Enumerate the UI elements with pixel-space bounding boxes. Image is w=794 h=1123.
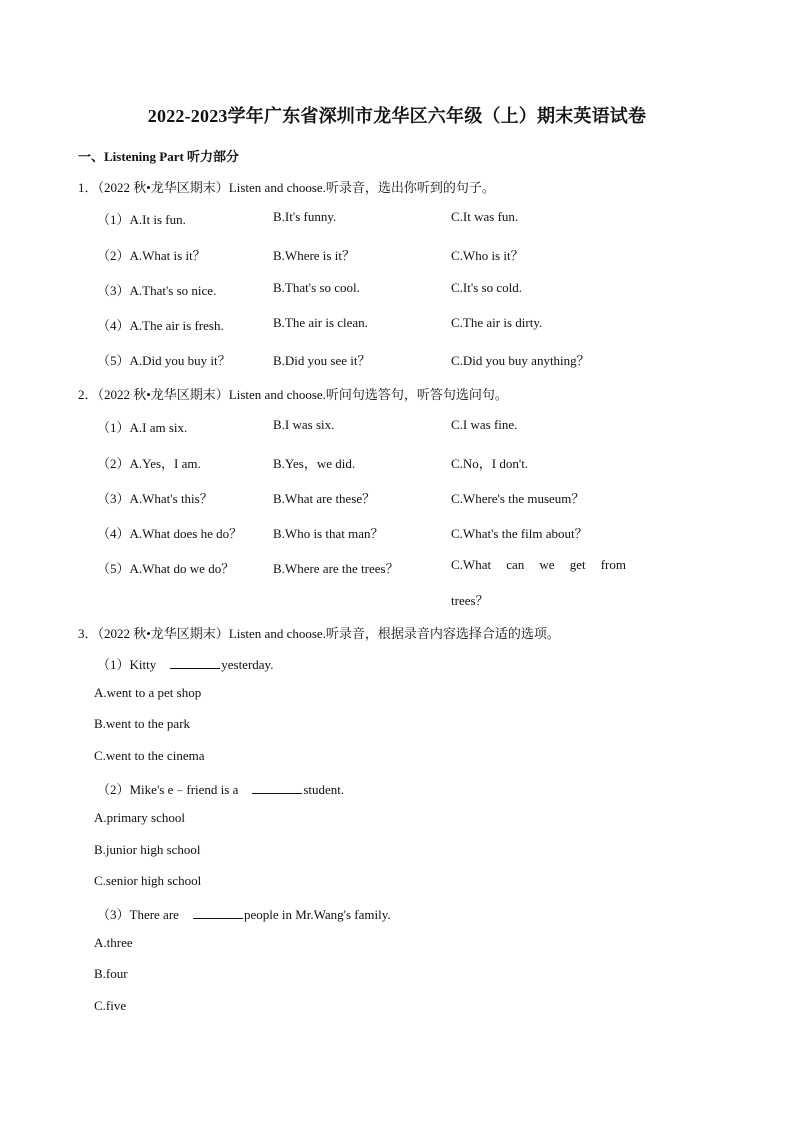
q1-5-option-a: （5）A.Did you buy it？ [97, 353, 231, 368]
q3-1-stem-end: yesterday. [221, 657, 274, 672]
q1-5-option-b: B.Did you see it？ [273, 353, 371, 368]
q1-1-option-c: C.It was fun. [451, 209, 519, 224]
q3-2-choice-b: B.junior high school [94, 842, 201, 857]
answer-blank [193, 906, 243, 919]
q3-3-stem-start: （3）There are [97, 907, 179, 922]
q1-4-option-a: （4）A.The air is fresh. [97, 318, 224, 333]
q3-3-choice-c: C.five [94, 998, 127, 1013]
q2-1-option-a: （1）A.I am six. [97, 420, 188, 435]
q2-4-option-b: B.Who is that man？ [273, 526, 384, 541]
q2-2-option-c: C.No，I don't. [451, 456, 529, 471]
q1-1-option-b: B.It's funny. [273, 209, 337, 224]
q2-4-option-c: C.What's the film about？ [451, 526, 588, 541]
q1-4-option-c: C.The air is dirty. [451, 315, 543, 330]
answer-blank [170, 656, 220, 669]
q2-5-option-a: （5）A.What do we do？ [97, 561, 235, 576]
q2-3-option-b: B.What are these？ [273, 491, 376, 506]
q3-1-choice-c: C.went to the cinema [94, 748, 205, 763]
q3-2-choice-c: C.senior high school [94, 873, 202, 888]
q2-3-option-a: （3）A.What's this？ [97, 491, 213, 506]
q3-2-stem-end: student. [303, 782, 345, 797]
section-heading: 一、Listening Part 听力部分 [78, 149, 240, 164]
q3-3-choice-b: B.four [94, 966, 128, 981]
q1-3-option-a: （3）A.That's so nice. [97, 283, 217, 298]
q2-1-option-b: B.I was six. [273, 417, 335, 432]
q2-4-option-a: （4）A.What does he do？ [97, 526, 243, 541]
q1-2-option-b: B.Where is it？ [273, 248, 355, 263]
q3-2-choice-a: A.primary school [94, 810, 185, 825]
q2-2-option-a: （2）A.Yes，I am. [97, 456, 201, 471]
q3-1-stem [97, 654, 273, 673]
q3-3-stem-end: people in Mr.Wang's family. [243, 907, 391, 922]
q1-5-option-c: C.Did you buy anything？ [451, 353, 590, 368]
q2-1-option-c: C.I was fine. [451, 417, 518, 432]
q1-2-option-a: （2）A.What is it？ [97, 248, 206, 263]
q2-5-option-c: C.What can we get from [451, 557, 626, 572]
q2-5-option-c-continued: trees？ [451, 593, 489, 608]
answer-blank [252, 781, 302, 794]
question-1-heading: 1．（2022 秋•龙华区期末）Listen and choose.听录音，选出你听到的句子。 [78, 180, 495, 195]
q2-2-option-b: B.Yes，we did. [273, 456, 356, 471]
question-3-heading: 3．（2022 秋•龙华区期末）Listen and choose.听录音，根据录音内容选择合适的选项。 [78, 626, 560, 641]
q2-3-option-c: C.Where's the museum？ [451, 491, 585, 506]
q3-2-stem [97, 779, 344, 798]
q1-4-option-b: B.The air is clean. [273, 315, 368, 330]
q1-1-option-a: （1）A.It is fun. [97, 212, 186, 227]
q3-3-choice-a: A.three [94, 935, 133, 950]
q1-2-option-c: C.Who is it？ [451, 248, 524, 263]
q3-1-choice-a: A.went to a pet shop [94, 685, 202, 700]
q2-5-option-b: B.Where are the trees？ [273, 561, 399, 576]
q3-1-choice-b: B.went to the park [94, 716, 191, 731]
q1-3-option-b: B.That's so cool. [273, 280, 360, 295]
q3-3-stem [97, 904, 391, 923]
q3-2-stem-start: （2）Mike's e﹣friend is a [97, 782, 239, 797]
question-2-heading: 2．（2022 秋•龙华区期末）Listen and choose.听问句选答句，听答句选问句。 [78, 387, 508, 402]
q1-3-option-c: C.It's so cold. [451, 280, 522, 295]
page-title: 2022-2023学年广东省深圳市龙华区六年级（上）期末英语试卷 [147, 106, 647, 126]
q3-1-stem-start: （1）Kitty [97, 657, 157, 672]
